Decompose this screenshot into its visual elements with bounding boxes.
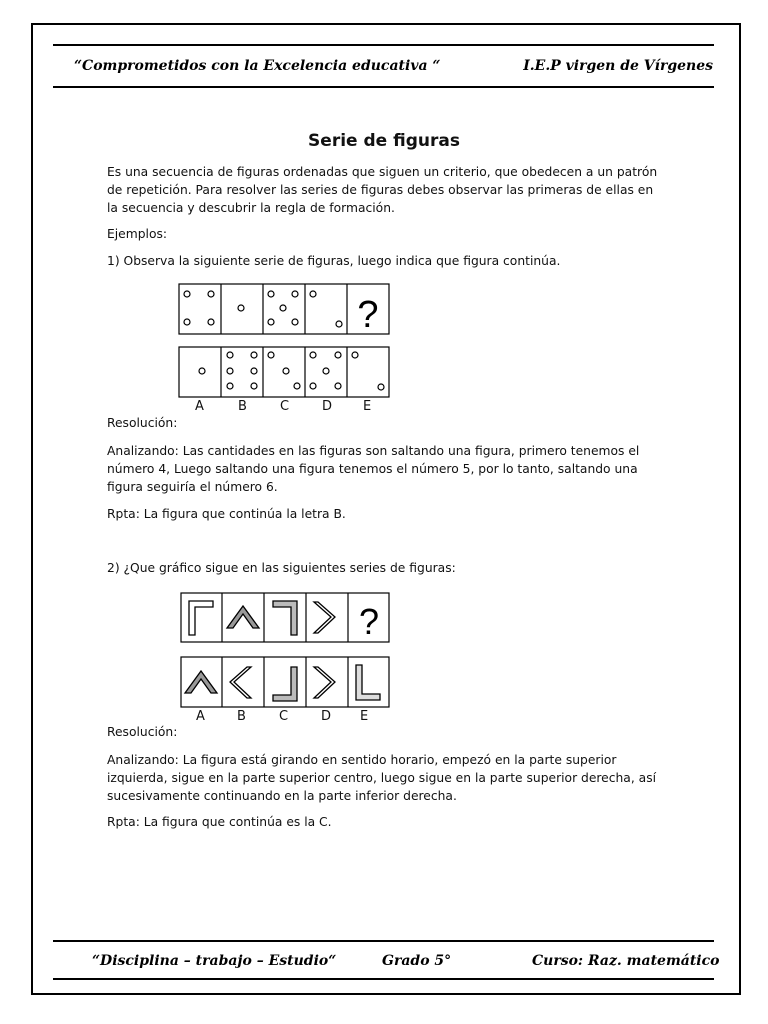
dot-icon	[310, 291, 316, 297]
header-rule-top	[53, 44, 714, 46]
example1-analysis: Analizando: Las cantidades en las figuras son saltando una figura, primero tenemos el número 4, Luego saltando una figura tenemos el número 5, por lo tanto, saltando una figura seguiría el número 6.	[107, 444, 640, 494]
example2-analysis: Analizando: La figura está girando en sentido horario, empezó en la parte superior izquierda, sigue en la parte superior centro, luego sigue en la parte superior derecha, así sucesivamente continuando en la parte inferior derecha.	[107, 753, 657, 803]
dot-icon	[378, 384, 384, 390]
dot-icon	[251, 383, 257, 389]
dot-icon	[310, 352, 316, 358]
question-mark-icon: ?	[357, 294, 379, 335]
dot-icon	[208, 319, 214, 325]
option-letter: A	[195, 399, 204, 414]
option-letter: D	[322, 399, 333, 414]
dot-icon	[227, 352, 233, 358]
header-rule-bottom	[53, 86, 714, 88]
dot-icon	[336, 321, 342, 327]
example1-series-figure	[178, 283, 390, 335]
chevron-up-icon	[185, 671, 217, 693]
example1-answer: Rpta: La figura que continúa la letra B.	[107, 507, 346, 521]
page-title: Serie de figuras	[308, 131, 460, 151]
dot-icon	[238, 305, 244, 311]
chevron-up-icon	[227, 606, 259, 628]
option-letter: B	[238, 399, 247, 414]
corner-top-right-icon	[273, 601, 297, 635]
option-letter: B	[237, 709, 246, 724]
dot-icon	[335, 383, 341, 389]
example1-resolution-label: Resolución:	[107, 416, 178, 430]
chevron-left-icon	[230, 667, 251, 698]
dot-icon	[335, 352, 341, 358]
corner-top-left-icon	[189, 601, 213, 635]
footer-motto: “Disciplina – trabajo – Estudio“	[92, 953, 337, 969]
option-letter: A	[196, 709, 205, 724]
dot-icon	[280, 305, 286, 311]
dot-icon	[227, 368, 233, 374]
dot-icon	[352, 352, 358, 358]
corner-bottom-left-icon	[356, 665, 380, 700]
option-letter: C	[280, 399, 290, 414]
footer-rule-top	[53, 940, 714, 942]
dot-icon	[184, 291, 190, 297]
dot-icon	[323, 368, 329, 374]
option-letter: E	[360, 709, 369, 724]
example2-question: 2) ¿Que gráfico sigue en las siguientes series de figuras:	[107, 561, 456, 575]
example1-option-letters	[178, 399, 390, 415]
question-mark-icon: ?	[358, 601, 380, 642]
example1-options-figure	[178, 346, 390, 398]
header-motto: “Comprometidos con la Excelencia educativa “	[74, 58, 441, 74]
series-frame	[181, 593, 389, 642]
example2-answer: Rpta: La figura que continúa es la C.	[107, 815, 332, 829]
dot-icon	[251, 368, 257, 374]
dot-icon	[199, 368, 205, 374]
footer-course: Curso: Raz. matemático	[532, 953, 720, 969]
dot-icon	[227, 383, 233, 389]
example2-series-figure	[180, 592, 390, 643]
dot-icon	[292, 319, 298, 325]
dot-icon	[294, 383, 300, 389]
dot-icon	[268, 352, 274, 358]
footer-grade: Grado 5°	[382, 953, 452, 969]
dot-icon	[268, 319, 274, 325]
examples-label: Ejemplos:	[107, 227, 168, 241]
footer-rule-bottom	[53, 978, 714, 980]
dot-icon	[184, 319, 190, 325]
chevron-right-icon	[314, 667, 335, 698]
chevron-right-icon	[314, 602, 335, 633]
option-letter: E	[363, 399, 372, 414]
dot-icon	[268, 291, 274, 297]
option-letter: C	[279, 709, 289, 724]
dot-icon	[310, 383, 316, 389]
dot-icon	[283, 368, 289, 374]
header-school: I.E.P virgen de Vírgenes	[523, 58, 713, 74]
dot-icon	[251, 352, 257, 358]
dot-icon	[208, 291, 214, 297]
option-letter: D	[321, 709, 332, 724]
dot-icon	[292, 291, 298, 297]
example1-question: 1) Observa la siguiente serie de figuras, luego indica que figura continúa.	[107, 254, 561, 268]
intro-paragraph: Es una secuencia de figuras ordenadas que siguen un criterio, que obedecen a un patrón de repetición. Para resolver las series de figuras debes observar las primeras de ellas en la secuencia y descubrir la regla de formación.	[107, 165, 658, 215]
example2-options-figure	[180, 656, 390, 708]
example2-resolution-label: Resolución:	[107, 725, 178, 739]
corner-bottom-right-icon	[273, 667, 297, 701]
